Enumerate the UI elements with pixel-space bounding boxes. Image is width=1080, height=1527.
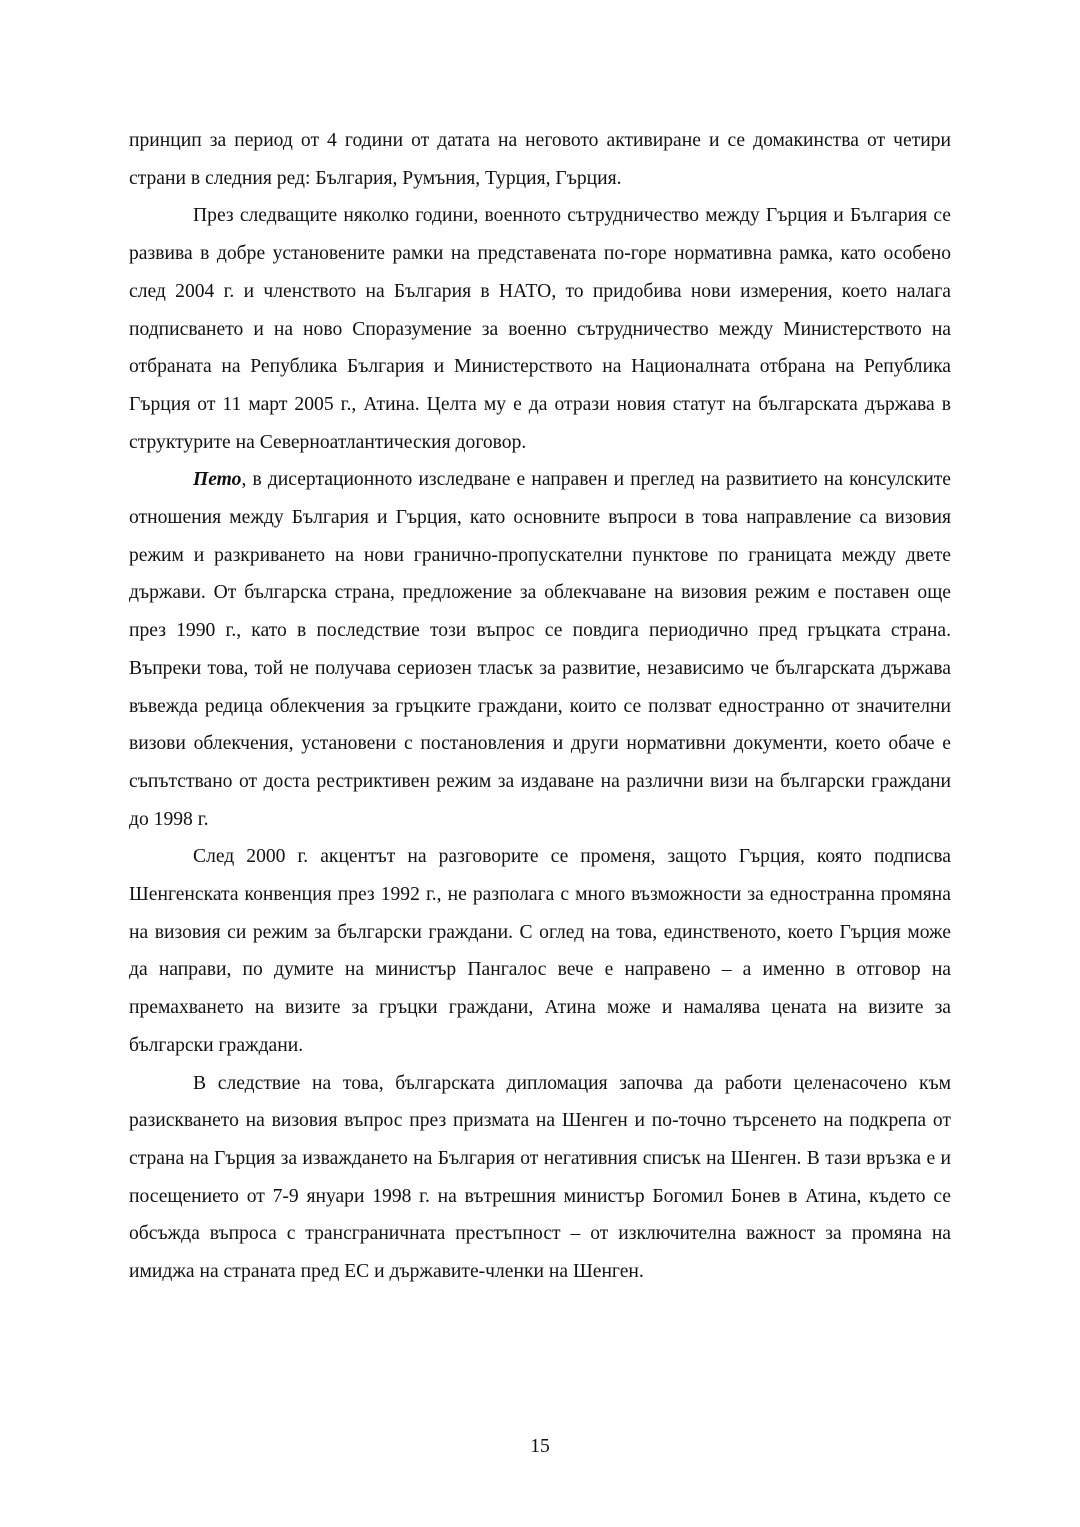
paragraph-5: В следствие на това, българската дипломация започва да работи целенасочено към разискването на визовия въпрос през призмата на Шенген и по-точно търсенето на подкрепа от страна на Гърция за изваждането на България от негативния списък на Шенген. В тази връзка е и посещението от 7-9 януари 1998 г. на вътрешния министър Богомил Бонев в Атина, където се обсъжда въпроса с трансграничната престъпност – от изключителна важност за промяна на имиджа на страната пред ЕС и държавите-членки на Шенген. [129,1072,951,1283]
paragraph-1: принцип за период от 4 години от датата на неговото активиране и се домакинства от четири страни в следния ред: България, Румъния, Турция, Гърция. [129,130,951,189]
paragraph-3-text: , в дисертационното изследване е направен и преглед на развитието на консулските отношения между България и Гърция, като основните въпроси в това направление са визовия режим и разкриването на нови гранично-пропускателни пунктове по границата между двете държави. От българска страна, предложение за облекчаване на визовия режим е поставен още през 1990 г., като в последствие този въпрос се повдига периодично пред гръцката страна. Въпреки това, той не получава сериозен тласък за развитие, независимо че българската държава въвежда редица облекчения за гръцките граждани, които се ползват едностранно от значителни визови облекчения, установени с постановления и други нормативни документи, което обаче е съпътствано от доста рестриктивен режим за издаване на различни визи на български граждани до 1998 г. [129,469,951,830]
paragraph-3 [129,461,951,838]
paragraph-3-lead: Пето [193,469,242,491]
document-body [129,122,951,1291]
paragraph-2: През следващите няколко години, военното сътрудничество между Гърция и България се развива в добре установените рамки на представената по-горе нормативна рамка, като особено след 2004 г. и членството на България в НАТО, то придобива нови измерения, което налага подписването и на ново Споразумение за военно сътрудничество между Министерството на отбраната на Република България и Министерството на Националната отбрана на Република Гърция от 11 март 2005 г., Атина. Целта му е да отрази новия статут на българската държава в структурите на Северноатлантическия договор. [129,205,951,453]
page-number: 15 [530,1436,550,1457]
paragraph-4: След 2000 г. акцентът на разговорите се променя, защото Гърция, която подписва Шенгенската конвенция през 1992 г., не разполага с много възможности за едностранна промяна на визовия си режим за български граждани. С оглед на това, единственото, което Гърция може да направи, по думите на министър Пангалос вече е направено – а именно в отговор на премахването на визите за гръцки граждани, Атина може и намалява цената на визите за български граждани. [129,846,951,1056]
